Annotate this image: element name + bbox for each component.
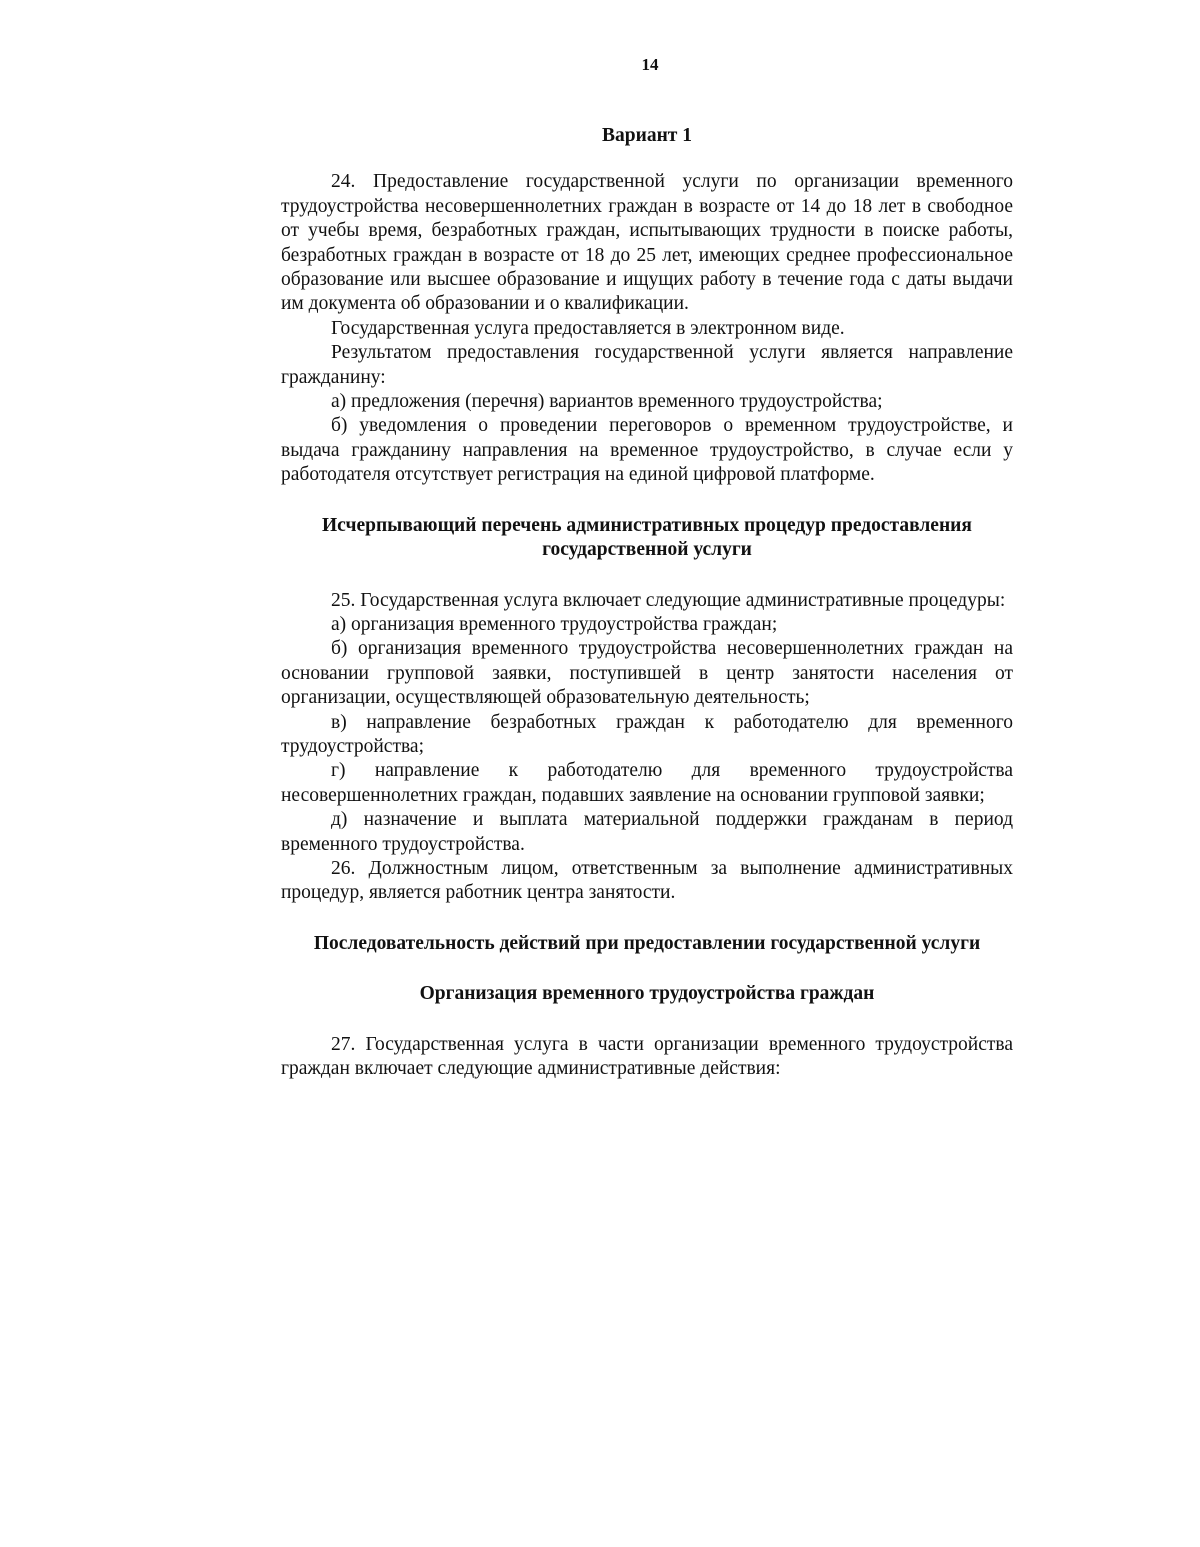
paragraph-25: 25. Государственная услуга включает следующие административные процедуры: [331,589,1006,611]
paragraph-25-v: в) направление безработных граждан к работодателю для временного трудоустройства; [281,711,1013,757]
paragraph-result-b: б) уведомления о проведении переговоров о временном трудоустройстве, и выдача гражданину направления на временное трудоустройство, в случае если у работодателя отсутствует регистрация на единой цифровой платформе. [281,415,1013,486]
paragraph-result-a: а) предложения (перечня) вариантов временного трудоустройства; [331,391,883,413]
paragraph-result: Результатом предоставления государственной услуги является направление гражданину: [281,342,1013,388]
paragraph-25-b: б) организация временного трудоустройства несовершеннолетних граждан на основании групповой заявки, поступившей в центр занятости населения от организации, осуществляющей образовательную деятельность; [281,638,1013,709]
heading-procedures: Исчерпывающий перечень административных процедур предоставления государственной услуги [322,514,972,561]
paragraph-25-a: а) организация временного трудоустройства граждан; [331,613,778,635]
heading-organization: Организация временного трудоустройства граждан [419,983,875,1005]
page-number: 14 [641,55,659,74]
paragraph-27: 27. Государственная услуга в части организации временного трудоустройства граждан включает следующие административные действия: [281,1033,1013,1079]
paragraph-26: 26. Должностным лицом, ответственным за выполнение административных процедур, является работник центра занятости. [281,857,1013,904]
paragraph-24: 24. Предоставление государственной услуги по организации временного трудоустройства несовершеннолетних граждан в возрасте от 14 до 18 лет в свободное от учебы время, безработных граждан, испытывающих трудности в поиске работы, безработных граждан в возрасте от 18 до 25 лет, имеющих среднее профессиональное образование или высшее образование и ищущих работу в течение года с даты выдачи им документа об образовании и о квалификации. [281,171,1013,315]
heading-sequence: Последовательность действий при предоставлении государственной услуги [313,932,981,954]
paragraph-25-g: г) направление к работодателю для временного трудоустройства несовершеннолетних граждан, подавших заявление на основании групповой заявки; [281,760,1013,806]
document-body [281,124,1013,1081]
heading-variant: Вариант 1 [601,125,693,146]
paragraph-25-d: д) назначение и выплата материальной поддержки гражданам в период временного трудоустройства. [281,809,1013,855]
paragraph-electronic: Государственная услуга предоставляется в электронном виде. [331,317,845,339]
